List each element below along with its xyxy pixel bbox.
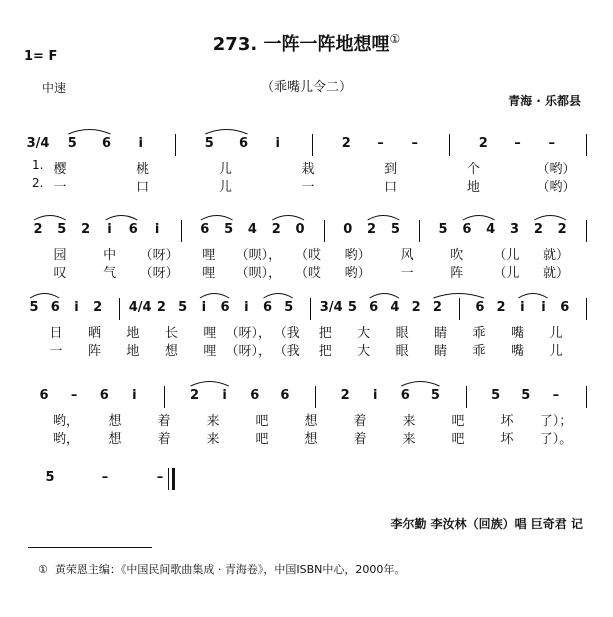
lyric-syllable: 就） (542, 266, 570, 281)
region-label: 青海 · 乐都县 (508, 94, 581, 108)
note: 6 (238, 136, 249, 151)
lyric-syllable: 乖 (472, 326, 486, 341)
lyric-line (0, 340, 613, 358)
lyric-syllable: 桃 (136, 162, 150, 177)
lyric-syllable: 想 (304, 432, 318, 447)
staff-system (0, 380, 613, 466)
lyric-syllable: 乖 (472, 344, 486, 359)
lyric-syllable: 来 (206, 432, 220, 447)
slur-arc (401, 382, 439, 387)
note: i (244, 300, 249, 315)
lyric-syllable: 哩 (203, 344, 217, 359)
note: 6 (560, 300, 570, 315)
lyric-syllable: 把 (318, 326, 332, 341)
lyric-syllable: 到 (384, 162, 398, 177)
note: 2 (190, 388, 200, 403)
note: 5 (521, 388, 531, 403)
note: 6 (462, 222, 472, 237)
note: 5 (347, 300, 357, 315)
lyric-syllable: （呀）， (225, 326, 272, 341)
lyric-syllable: 着 (157, 414, 171, 429)
note: 5 (178, 300, 188, 315)
lyric-syllable: 嘴 (511, 344, 525, 359)
note: 2 (33, 222, 43, 237)
footnote-text: 黄荣恩主编：《中国民间歌曲集成 · 青海卷》，中国ISBN中心，2000年。 (54, 563, 406, 576)
performer-credits: 李尔勤 李汝林（回族）唱 巨奇君 记 (390, 517, 583, 531)
lyric-line (0, 262, 613, 280)
lyric-syllable: 个 (466, 162, 480, 177)
lyric-syllable: 嘴 (511, 326, 525, 341)
lyric-syllable: 大 (357, 326, 371, 341)
song-title (0, 30, 613, 56)
lyric-line (0, 176, 613, 194)
staff-system (0, 214, 613, 300)
lyric-syllable: 一 (400, 266, 414, 281)
note: 6 (220, 300, 230, 315)
lyric-syllable: 吧 (451, 432, 465, 447)
note: – (548, 136, 555, 151)
slur-arc (200, 294, 229, 299)
lyric-syllable: （哟） (536, 180, 576, 195)
note: – (514, 136, 521, 151)
note: 6 (369, 300, 379, 315)
footnote (38, 561, 405, 577)
slur-arc (105, 216, 137, 221)
lyric-syllable: 儿 (218, 162, 232, 177)
note: 5 (29, 300, 39, 315)
time-signature: 3/4 (319, 300, 343, 315)
lyric-syllable: 着 (353, 414, 367, 429)
lyric-syllable: 着 (353, 432, 367, 447)
staff-system (0, 462, 613, 548)
note: 2 (81, 222, 91, 237)
note: – (411, 136, 418, 151)
slur-arc (433, 294, 483, 299)
lyric-syllable: 睛 (434, 344, 448, 359)
lyric-syllable: 地 (466, 180, 480, 195)
note: i (222, 388, 227, 403)
lyric-syllable: 哩 (202, 248, 216, 263)
lyric-syllable: 一 (49, 344, 63, 359)
lyric-syllable: 气 (103, 266, 117, 281)
note: – (552, 388, 560, 403)
note: 3 (509, 222, 520, 237)
lyric-syllable: 想 (108, 414, 122, 429)
slur-arc (30, 294, 59, 299)
slur-arc (534, 216, 566, 221)
note: 2 (478, 136, 488, 151)
lyric-line (0, 158, 613, 176)
note: 6 (39, 388, 49, 403)
lyric-syllable: 中 (103, 248, 117, 263)
lyric-syllable: 地 (126, 326, 140, 341)
lyric-syllable: 想 (304, 414, 318, 429)
note: 5 (430, 388, 440, 403)
lyric-syllable: （儿 (493, 248, 520, 263)
lyric-syllable: （哟） (536, 162, 576, 177)
lyric-syllable: 口 (136, 180, 150, 195)
lyric-syllable: （呀） (139, 248, 179, 263)
lyric-syllable: 想 (108, 432, 122, 447)
lyric-syllable: 栽 (301, 162, 315, 177)
note: i (132, 388, 137, 403)
note: 6 (200, 222, 210, 237)
lyric-syllable: （哎 (294, 248, 322, 263)
lyric-syllable: 日 (49, 326, 63, 341)
slur-arc (368, 216, 400, 221)
slur-arc (191, 382, 229, 387)
staff-system (0, 292, 613, 378)
note: 5 (67, 136, 77, 151)
lyric-syllable: （呗）， (235, 248, 282, 263)
lyric-line (0, 428, 613, 446)
note: 4 (247, 222, 257, 237)
slur-layer (0, 462, 613, 502)
slur-arc (370, 294, 399, 299)
lyric-syllable: 哟） (344, 248, 371, 263)
lyric-syllable: 晒 (87, 326, 101, 341)
note: 6 (250, 388, 260, 403)
lyric-syllable: 儿 (549, 344, 563, 359)
note: 6 (128, 222, 138, 237)
note: i (107, 222, 112, 237)
note: i (275, 136, 280, 151)
note: i (541, 300, 546, 315)
staff-system (0, 128, 613, 214)
lyric-syllable: 坏 (500, 432, 514, 447)
lyric-syllable: 来 (402, 414, 416, 429)
lyric-syllable: 大 (357, 344, 371, 359)
time-signature: 4/4 (128, 300, 152, 315)
note: 2 (271, 222, 281, 237)
slur-arc (34, 216, 66, 221)
tempo-marking: 中速 (42, 81, 67, 95)
song-title-text: 273. 一阵一阵地想哩 (212, 34, 390, 55)
lyric-syllable: 阵 (87, 344, 101, 359)
note: 6 (99, 388, 109, 403)
slur-arc (518, 294, 547, 299)
slur-arc (264, 294, 293, 299)
note: 6 (400, 388, 410, 403)
lyric-syllable: 儿 (218, 180, 232, 195)
verse-number: 2. (32, 176, 44, 190)
note: 2 (411, 300, 421, 315)
lyric-line (0, 322, 613, 340)
lyric-syllable: 了）。 (539, 432, 573, 447)
footnote-mark: ① (38, 563, 48, 576)
note: 2 (496, 300, 506, 315)
note: 4 (486, 222, 496, 237)
lyric-syllable: 吹 (450, 248, 464, 263)
note: – (156, 470, 164, 485)
note: 5 (57, 222, 67, 237)
lyric-syllable: 一 (301, 180, 315, 195)
footnote-divider (28, 547, 152, 548)
lyric-syllable: 吧 (451, 414, 465, 429)
note: 2 (533, 222, 543, 237)
lyric-syllable: 哟） (344, 266, 371, 281)
note: 6 (475, 300, 485, 315)
note: 5 (284, 300, 294, 315)
note: i (74, 300, 79, 315)
key-signature: 1= F (24, 49, 58, 64)
lyric-syllable: （呀） (139, 266, 179, 281)
lyric-syllable: 哩 (202, 266, 216, 281)
lyric-syllable: 口 (384, 180, 398, 195)
lyric-syllable: 吧 (255, 414, 269, 429)
slur-arc (205, 130, 247, 135)
note: 6 (263, 300, 273, 315)
lyric-syllable: 就） (542, 248, 570, 263)
lyric-syllable: 来 (206, 414, 220, 429)
lyric-syllable: 哟， (52, 432, 80, 447)
note: 5 (438, 222, 448, 237)
note: 6 (101, 136, 112, 151)
lyric-syllable: 叹 (53, 266, 67, 281)
lyric-syllable: 吧 (255, 432, 269, 447)
lyric-line (0, 244, 613, 262)
lyric-syllable: 儿 (549, 326, 563, 341)
lyric-syllable: 来 (402, 432, 416, 447)
lyric-syllable: 地 (126, 344, 140, 359)
slur-arc (201, 216, 233, 221)
lyric-syllable: 樱 (53, 162, 67, 177)
song-subtitle: （乖嘴儿令二） (260, 80, 352, 95)
lyric-syllable: 长 (164, 326, 178, 341)
lyric-syllable: 睛 (434, 326, 448, 341)
time-signature: 3/4 (26, 136, 50, 151)
note: – (101, 470, 109, 485)
note: 6 (280, 388, 290, 403)
note: 5 (204, 136, 214, 151)
lyric-syllable: 哩 (203, 326, 217, 341)
note: 2 (340, 388, 350, 403)
lyric-syllable: （我 (273, 344, 300, 359)
note: 0 (295, 222, 305, 237)
note: 5 (491, 388, 501, 403)
lyric-syllable: 把 (318, 344, 332, 359)
lyric-syllable: （哎 (294, 266, 322, 281)
lyric-syllable: （呗）， (235, 266, 282, 281)
lyric-syllable: （我 (273, 326, 300, 341)
lyric-syllable: 阵 (450, 266, 464, 281)
verse-number: 1. (32, 158, 44, 172)
lyric-syllable: 眼 (395, 326, 409, 341)
note: 0 (343, 222, 353, 237)
lyric-syllable: 了）； (539, 414, 573, 429)
note: i (520, 300, 525, 315)
note: i (372, 388, 378, 403)
lyric-syllable: （儿 (493, 266, 520, 281)
note: 5 (224, 222, 234, 237)
note: 4 (390, 300, 400, 315)
note: 2 (93, 300, 103, 315)
note: 6 (50, 300, 60, 315)
note: 5 (390, 222, 400, 237)
lyric-syllable: 坏 (500, 414, 514, 429)
footnote-marker: ① (389, 32, 401, 46)
note: – (377, 136, 384, 151)
lyric-syllable: 着 (157, 432, 171, 447)
lyric-syllable: （呀）， (225, 344, 272, 359)
slur-arc (68, 130, 110, 135)
lyric-syllable: 哟， (52, 414, 80, 429)
note: 2 (367, 222, 377, 237)
note: – (70, 388, 78, 403)
note: i (154, 222, 160, 237)
note: 2 (557, 222, 567, 237)
note: 2 (341, 136, 351, 151)
slur-arc (463, 216, 495, 221)
note: i (201, 300, 207, 315)
lyric-syllable: 园 (53, 248, 67, 263)
slur-arc (272, 216, 304, 221)
note: 2 (432, 300, 442, 315)
lyric-syllable: 一 (53, 180, 67, 195)
note: i (138, 136, 143, 151)
lyric-syllable: 想 (164, 344, 178, 359)
note: 2 (156, 300, 166, 315)
lyric-line (0, 410, 613, 428)
lyric-syllable: 眼 (395, 344, 409, 359)
lyric-syllable: 风 (400, 248, 414, 263)
note: 5 (45, 470, 55, 485)
